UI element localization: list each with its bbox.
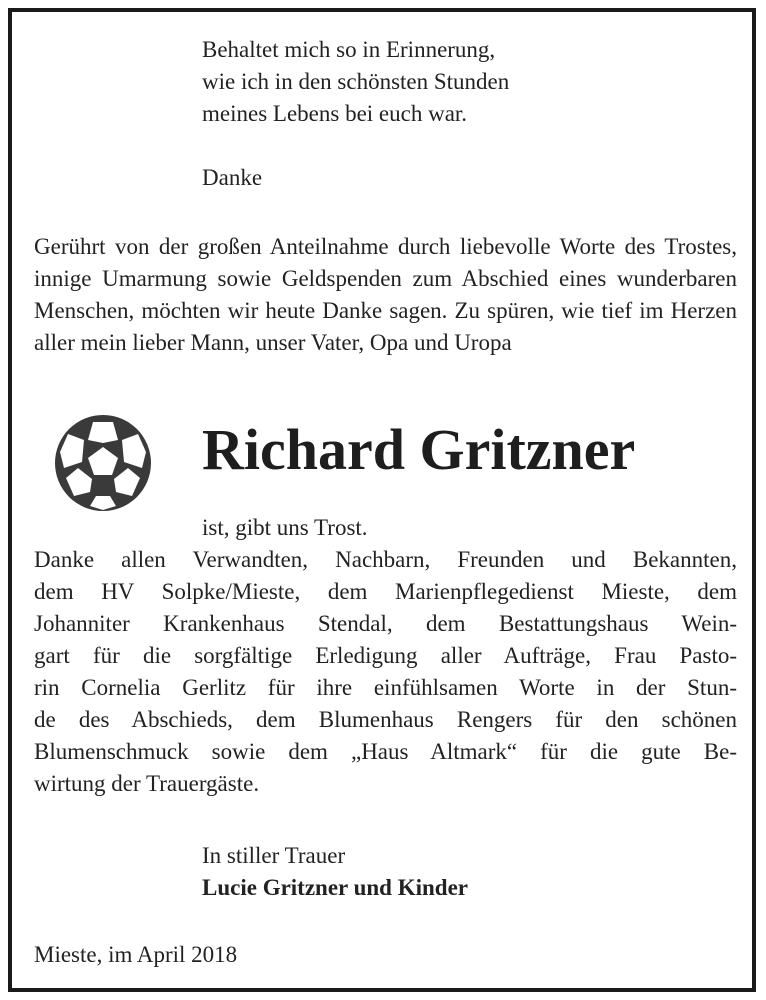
football-icon-graphic [52, 412, 154, 514]
acknowledgement-line: Johanniter Krankenhaus Stendal, dem Bestattungshaus Wein- [34, 611, 737, 636]
poem-line: meines Lebens bei euch war. [202, 101, 468, 126]
acknowledgement-line: rin Cornelia Gerlitz für ihre einfühlsamen Worte in der Stun- [34, 675, 737, 700]
poem-line: wie ich in den schönsten Stunden [202, 69, 510, 94]
acknowledgement-line: Danke allen Verwandten, Nachbarn, Freunden und Bekannten, [34, 547, 737, 572]
signers: Lucie Gritzner und Kinder [202, 875, 468, 900]
thanks-word: Danke [202, 165, 263, 190]
obituary-notice [8, 8, 756, 992]
mourning-phrase: In stiller Trauer [202, 843, 346, 868]
acknowledgement-line: wirtung der Trauergäste. [34, 771, 260, 796]
poem-line: Behaltet mich so in Erinnerung, [202, 37, 496, 62]
acknowledgement-line: Blumenschmuck sowie dem „Haus Altmark“ für die gute Be- [34, 739, 737, 764]
intro-paragraph: Gerührt von der großen Anteilnahme durch liebevolle Worte des Trostes, innige Umarmung sowie Geldspenden zum Abschied eines wunderbaren Menschen, möchten wir heute Danke sagen. Zu spüren, wie tief im Herzen aller mein lieber Mann, unser Vater, Opa und Uropa [34, 234, 737, 355]
acknowledgements [34, 544, 737, 800]
comfort-line: ist, gibt uns Trost. [202, 515, 368, 540]
memorial-poem [202, 34, 722, 130]
acknowledgement-line: de des Abschieds, dem Blumenhaus Rengers für den schönen [34, 707, 737, 732]
football-icon [52, 412, 154, 514]
place-date: Mieste, im April 2018 [34, 942, 238, 967]
acknowledgement-line: gart für die sorgfältige Erledigung aller Aufträge, Frau Pasto- [34, 643, 737, 668]
acknowledgement-line: dem HV Solpke/Mieste, dem Marienpflegedienst Mieste, dem [34, 579, 737, 604]
deceased-name: Richard Gritzner [202, 417, 636, 482]
